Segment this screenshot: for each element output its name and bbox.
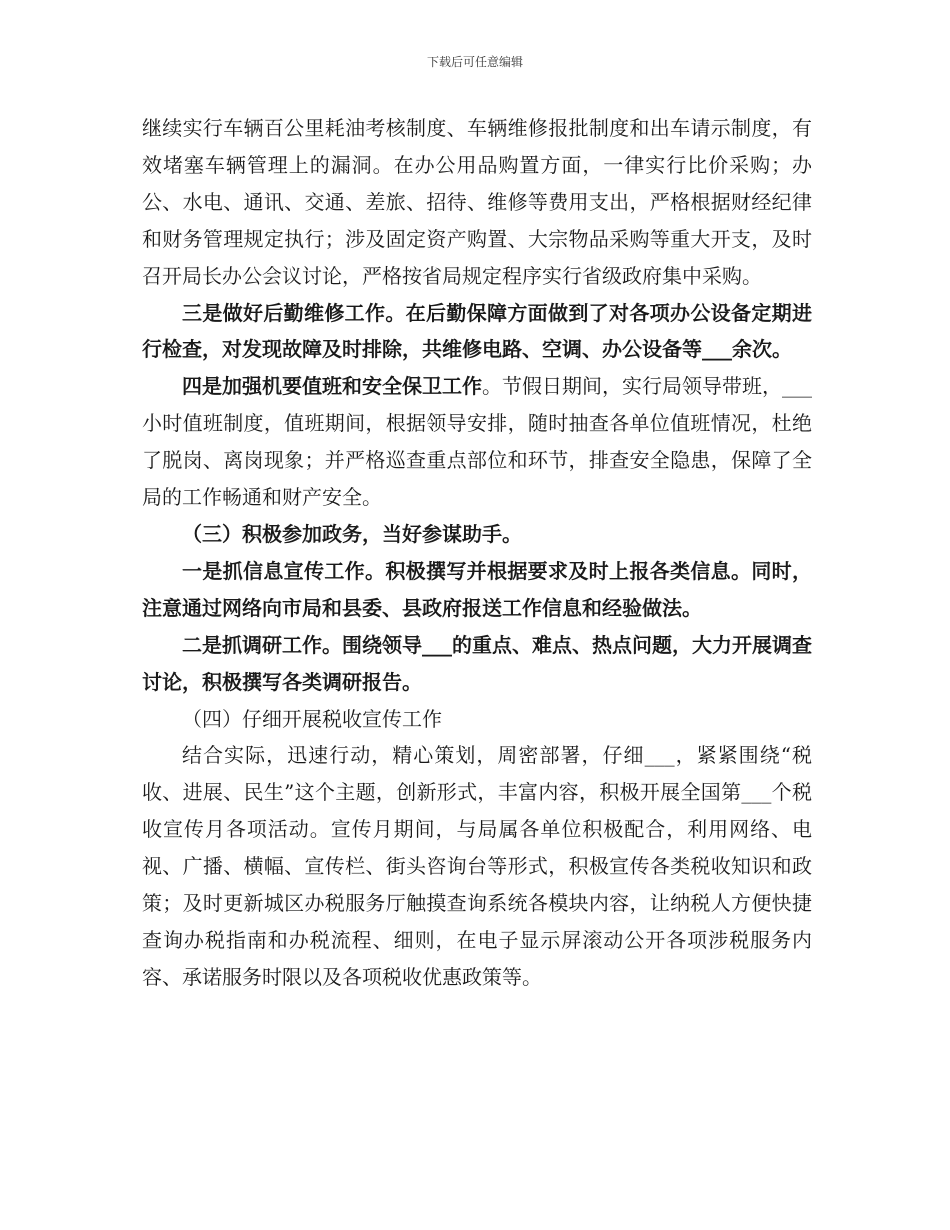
section-heading-text: （三）积极参加政务，当好参谋助手。	[182, 521, 522, 546]
paragraph-research	[142, 627, 812, 701]
paragraph-lead: 二是抓调研工作。围绕领导___的重点、难点、热点问题，大力开展调查讨论，积极撰写各类调研报告。	[142, 632, 812, 694]
paragraph-vehicle-management	[142, 110, 812, 295]
paragraph-text: 结合实际，迅速行动，精心策划，周密部署，仔细___，紧紧围绕“税收、进展、民生”这个主题，创新形式，丰富内容，积极开展全国第___个税收宣传月各项活动。宣传月期间，与局属各单位积极配合，利用网络、电视、广播、横幅、宣传栏、街头咨询台等形式，积极宣传各类税收知识和政策；及时更新城区办税服务厅触摸查询系统各模块内容，让纳税人方便快捷查询办税指南和办税流程、细则，在电子显示屏滚动公开各项涉税服务内容、承诺服务时限以及各项税收优惠政策等。	[142, 743, 812, 989]
paragraph-lead: 一是抓信息宣传工作。积极撰写并根据要求及时上报各类信息。同时，注意通过网络向市局和县委、县政府报送工作信息和经验做法。	[142, 558, 812, 620]
paragraph-info-publicity	[142, 553, 812, 627]
paragraph-duty-security	[142, 368, 812, 516]
paragraph-text: 。节假日期间，实行局领导带班，___小时值班制度，值班期间，根据领导安排，随时抽查各单位值班情况，杜绝了脱岗、离岗现象；并严格巡查重点部位和环节，排查安全隐患，保障了全局的工作畅通和财产安全。	[142, 374, 812, 510]
paragraph-text: 继续实行车辆百公里耗油考核制度、车辆维修报批制度和出车请示制度，有效堵塞车辆管理上的漏洞。在办公用品购置方面，一律实行比价采购；办公、水电、通讯、交通、差旅、招待、维修等费用支出，严格根据财经纪律和财务管理规定执行；涉及固定资产购置、大宗物品采购等重大开支，及时召开局长办公会议讨论，严格按省局规定程序实行省级政府集中采购。	[142, 116, 812, 288]
paragraph-lead: 三是做好后勤维修工作。在后勤保障方面做到了对各项办公设备定期进行检查，对发现故障及时排除，共维修电路、空调、办公设备等___余次。	[142, 300, 812, 362]
section-heading-text: （四）仔细开展税收宣传工作	[182, 706, 442, 731]
document-body	[142, 110, 812, 996]
section-heading-4	[142, 701, 812, 738]
paragraph-tax-publicity	[142, 737, 812, 995]
paragraph-lead: 四是加强机要值班和安全保卫工作	[182, 374, 482, 399]
page-header-note: 下载后可任意编辑	[426, 55, 523, 69]
section-heading-3	[142, 516, 812, 553]
paragraph-logistics-maintenance	[142, 295, 812, 369]
